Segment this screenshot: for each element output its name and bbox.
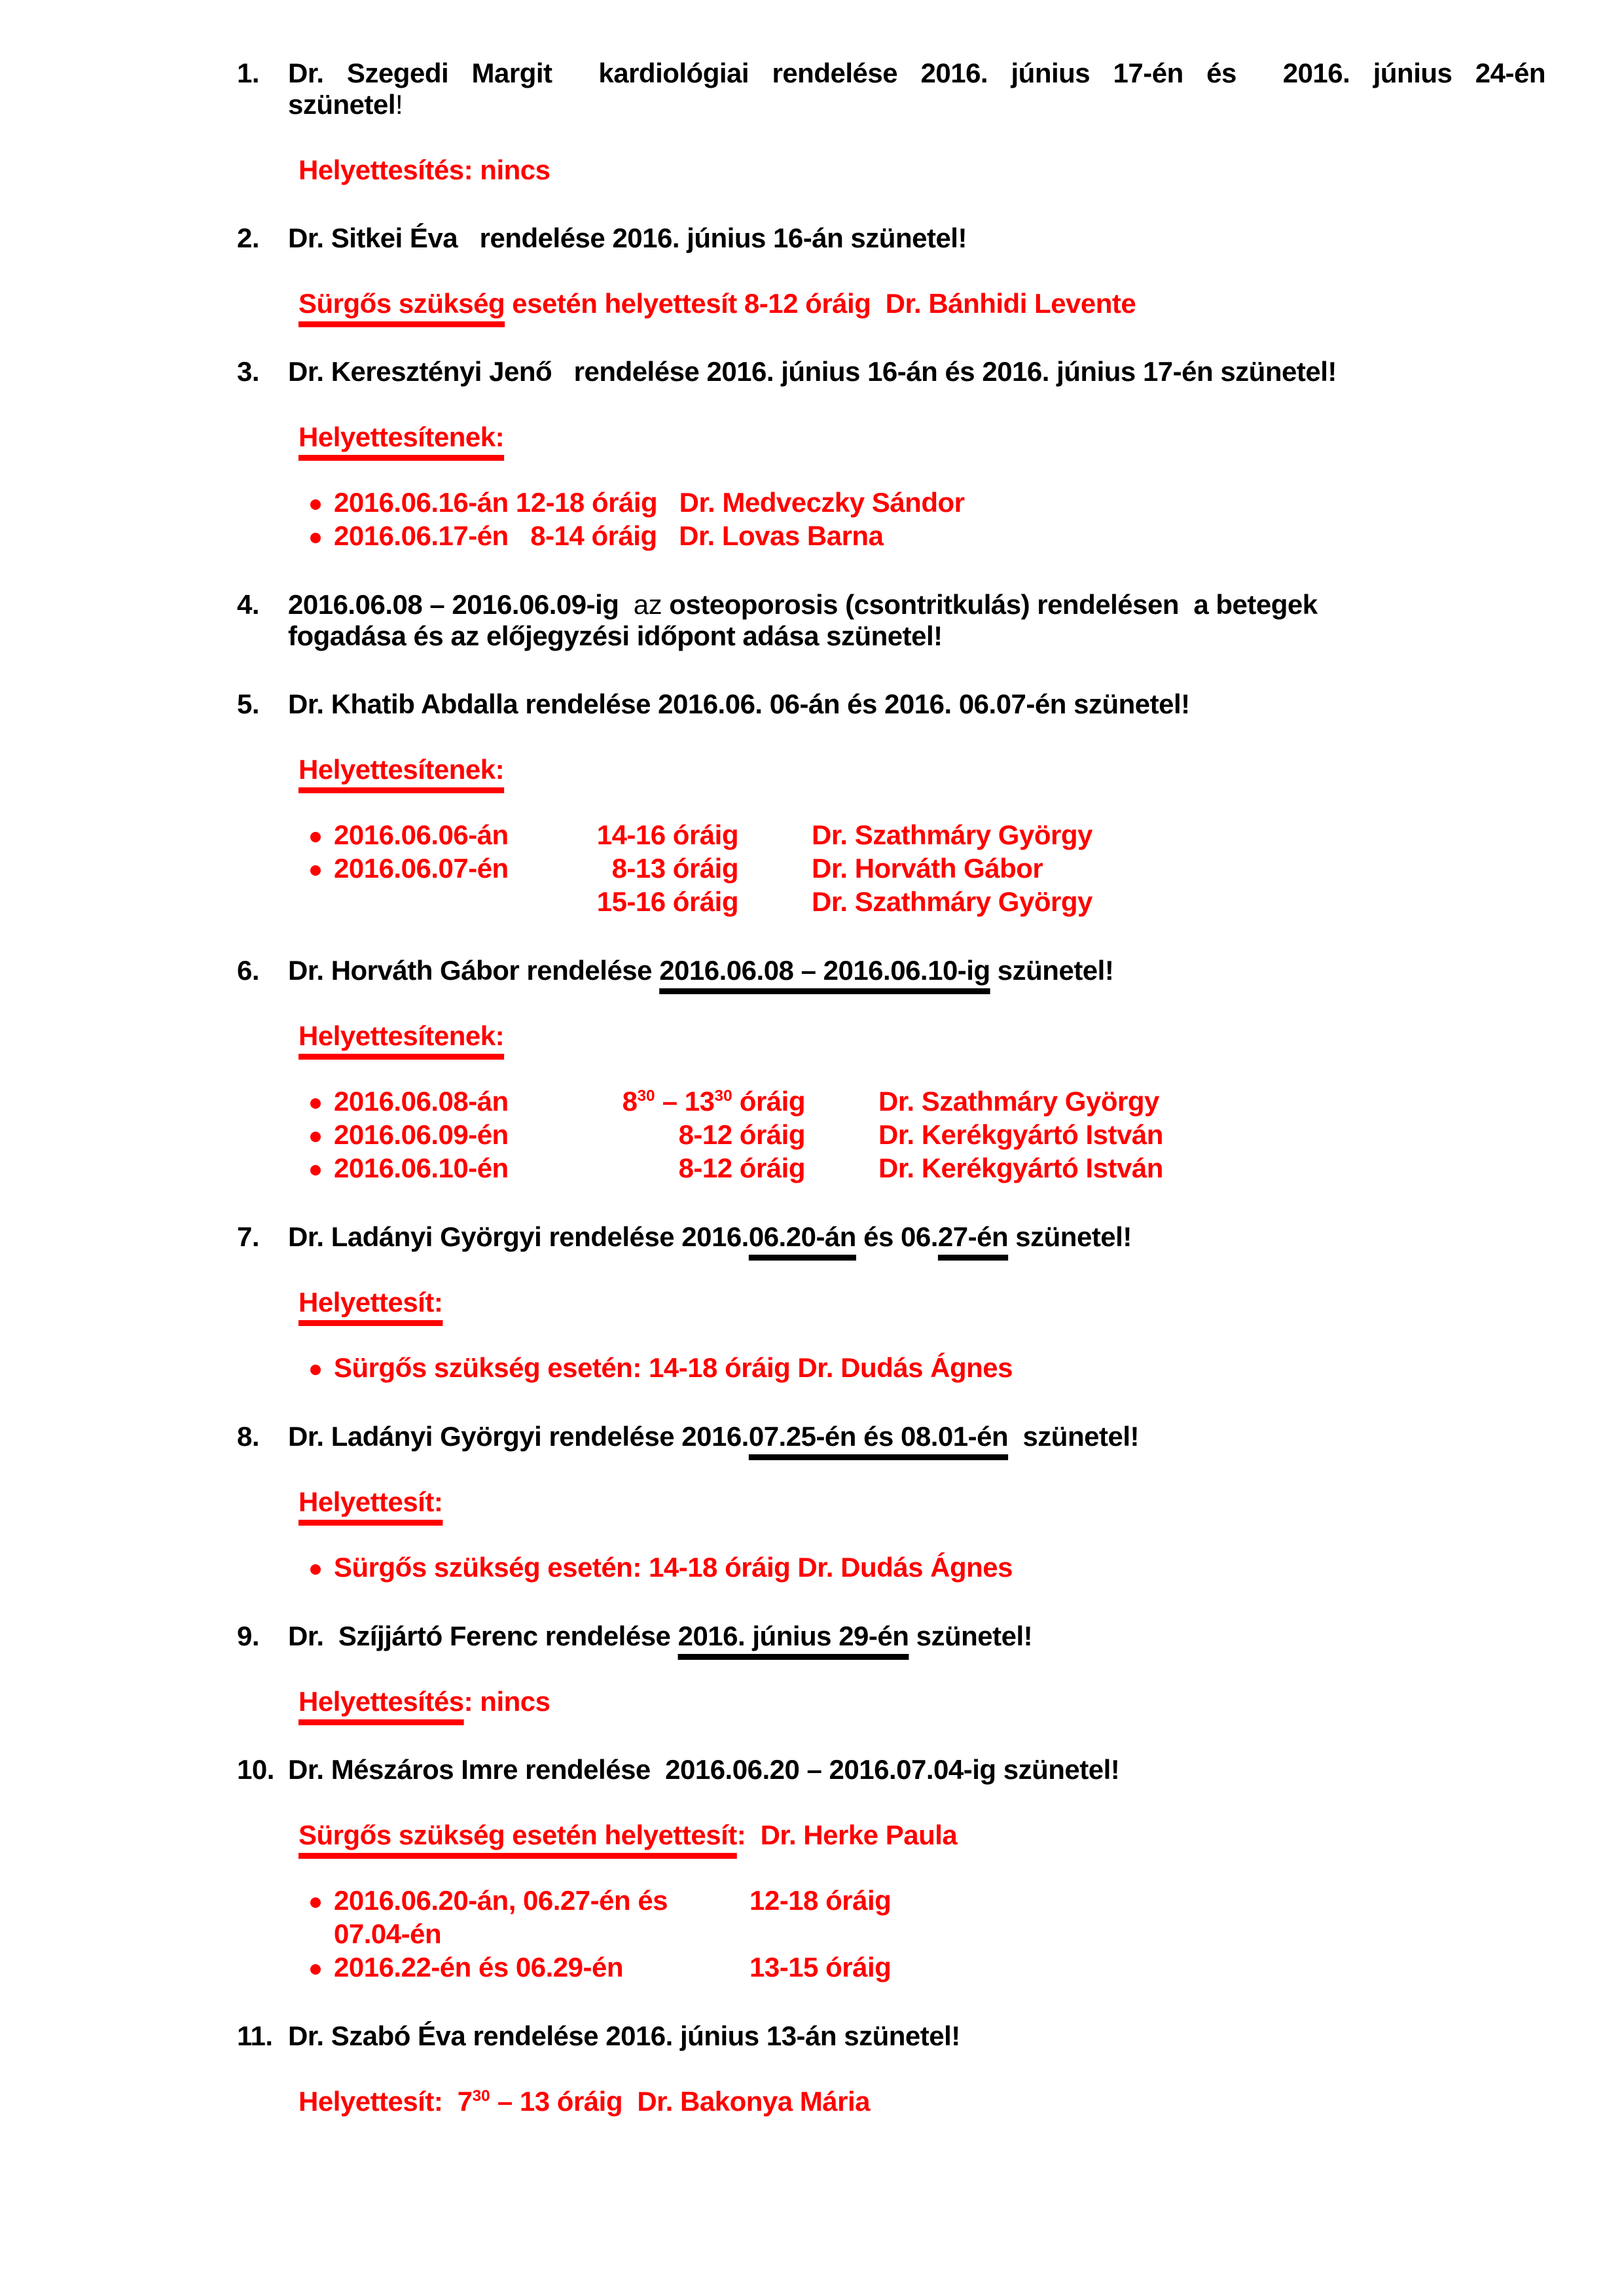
- text-run: Helyettesít: 7: [298, 2086, 473, 2117]
- substitute-label: [288, 1686, 1545, 1717]
- item-header: [288, 955, 1545, 986]
- item-body: [288, 1421, 1545, 1584]
- text-run: Dr. Ladányi Györgyi rendelése 2016.: [288, 1221, 749, 1252]
- item-header: [288, 2020, 1545, 2052]
- text-run: 13-15 óráig: [749, 1952, 892, 1982]
- text-run: 8-12 óráig: [678, 1153, 805, 1183]
- substitute-entry: [288, 1085, 1545, 1118]
- text-run: 2016.06.08 – 2016.06.10-ig: [659, 955, 990, 986]
- list-item: [237, 1621, 1545, 1717]
- text-run: szünetel: [288, 89, 396, 120]
- entry-column: [805, 1151, 1163, 1185]
- header-line: [288, 589, 1545, 620]
- substitute-label: [288, 1486, 1545, 1518]
- text-run: Dr. Szathmáry György: [878, 1086, 1159, 1117]
- entry-column: [575, 1118, 805, 1151]
- item-number: 7.: [237, 1221, 260, 1252]
- entry-column: [334, 486, 1545, 519]
- substitute-entry: [288, 818, 1545, 852]
- header-line: [288, 1421, 1545, 1452]
- substitute-label: [288, 422, 1545, 453]
- text-run: Sürgős szükség esetén helyettesít: [298, 1820, 737, 1850]
- text-run: !: [395, 89, 403, 120]
- bullet-icon: [288, 1151, 334, 1185]
- text-run: Helyettesít:: [298, 1287, 443, 1318]
- text-run: 2016.06.07-én: [334, 853, 509, 884]
- text-run: 2016.06.08-án: [334, 1086, 509, 1117]
- item-header: [288, 1421, 1545, 1452]
- entry-column: [334, 852, 575, 885]
- bullet-icon: [288, 852, 334, 885]
- bullet-icon: [288, 1351, 334, 1384]
- item-body: [288, 223, 1545, 319]
- item-body: [288, 589, 1545, 652]
- item-header: [288, 1754, 1545, 1785]
- text-run: Helyettesít:: [298, 1486, 443, 1517]
- text-run: Dr. Mészáros Imre rendelése 2016.06.20 – 2016.07.04-ig szünetel!: [288, 1754, 1120, 1785]
- text-run: Dr. Kerékgyártó István: [878, 1153, 1163, 1183]
- entry-column: [575, 885, 738, 918]
- header-line: [288, 356, 1545, 387]
- text-run: Sürgős szükség esetén: 14-18 óráig Dr. Dudás Ágnes: [334, 1552, 1013, 1583]
- entry-column: [738, 885, 1092, 918]
- text-run: 2016.22-én és 06.29-én: [334, 1952, 623, 1982]
- text-run: 27-én: [937, 1221, 1009, 1252]
- item-number: 6.: [237, 955, 260, 986]
- entry-column: [575, 1151, 805, 1185]
- entry-column: [575, 1085, 805, 1118]
- text-run: : nincs: [463, 1686, 550, 1717]
- text-run: 06.20-án: [748, 1221, 856, 1252]
- header-line: [288, 1221, 1545, 1253]
- substitute-label: [288, 754, 1545, 785]
- bullet-icon: [288, 1884, 334, 1917]
- text-run: – 13: [655, 1086, 715, 1117]
- entry-column: [575, 818, 738, 852]
- text-run: 30: [714, 1087, 732, 1105]
- entry-column: [805, 1118, 1163, 1151]
- list-item: [237, 2020, 1545, 2117]
- text-run: Dr. Sitkei Éva rendelése 2016. június 16-án szünetel!: [288, 223, 967, 253]
- bullet-icon: [288, 1551, 334, 1584]
- text-run: Sürgős szükség: [298, 288, 505, 319]
- text-run: óráig: [732, 1086, 805, 1117]
- substitute-entry: [288, 1118, 1545, 1151]
- text-run: 2016.06.08 – 2016.06.09-ig: [288, 589, 626, 620]
- text-run: 30: [637, 1087, 655, 1105]
- entry-column: [334, 1118, 575, 1151]
- header-line: [288, 2020, 1545, 2052]
- text-run: Dr. Szegedi Margit kardiológiai rendelése 2016. június 17-én és 2016. június 24-én: [288, 58, 1545, 88]
- item-header: [288, 1621, 1545, 1652]
- items-list: [237, 58, 1545, 2117]
- text-run: esetén helyettesít 8-12 óráig Dr. Bánhidi Levente: [505, 288, 1136, 319]
- substitute-entry: [288, 486, 1545, 519]
- list-item: [237, 1221, 1545, 1384]
- text-run: Dr. Ladányi Györgyi rendelése 2016.: [288, 1421, 749, 1452]
- entry-column: [805, 1085, 1159, 1118]
- item-number: 11.: [237, 2020, 273, 2051]
- entry-column: [334, 519, 1545, 552]
- item-number: 3.: [237, 356, 260, 387]
- text-run: : Dr. Herke Paula: [736, 1820, 958, 1850]
- list-item: [237, 689, 1545, 918]
- text-run: 07.25-én és 08.01-én: [748, 1421, 1009, 1452]
- list-item: [237, 58, 1545, 186]
- text-run: Dr. Keresztényi Jenő rendelése 2016. június 16-án és 2016. június 17-én szünetel!: [288, 356, 1337, 387]
- text-run: Dr. Szathmáry György: [812, 886, 1092, 917]
- entry-column: [575, 852, 738, 885]
- item-number: 5.: [237, 689, 260, 719]
- substitute-entry: [288, 1884, 1545, 1950]
- header-line: [288, 89, 1545, 120]
- entry-column: [334, 1351, 1545, 1384]
- text-run: Dr. Khatib Abdalla rendelése 2016.06. 06-án és 2016. 06.07-én szünetel!: [288, 689, 1190, 719]
- text-run: szünetel!: [990, 955, 1114, 986]
- substitute-entry: [288, 519, 1545, 552]
- item-number: 1.: [237, 58, 260, 88]
- item-body: [288, 689, 1545, 918]
- text-run: szünetel!: [909, 1621, 1033, 1651]
- text-run: 14-16 óráig: [596, 819, 738, 850]
- item-body: [288, 2020, 1545, 2117]
- entry-column: [334, 1884, 723, 1950]
- text-run: 8-12 óráig: [678, 1119, 805, 1150]
- text-run: szünetel!: [1008, 1221, 1132, 1252]
- entry-column: [334, 1085, 575, 1118]
- item-number: 4.: [237, 589, 260, 620]
- text-run: 2016.06.16-án 12-18 óráig Dr. Medveczky Sándor: [334, 487, 965, 518]
- item-number: 2.: [237, 223, 260, 253]
- substitute-label: [288, 1820, 1545, 1851]
- header-line: [288, 955, 1545, 986]
- bullet-icon: [288, 818, 334, 852]
- substitute-entry: [288, 852, 1545, 885]
- entry-column: [723, 1884, 891, 1917]
- substitute-label: [288, 154, 1545, 186]
- list-item: [237, 589, 1545, 652]
- text-run: fogadása és az előjegyzési időpont adása szünetel!: [288, 620, 943, 651]
- substitute-entry: [288, 1351, 1545, 1384]
- text-run: Dr. Szabó Éva rendelése 2016. június 13-án szünetel!: [288, 2020, 960, 2051]
- bullet-icon: [288, 486, 334, 519]
- substitute-entry: [288, 1950, 1545, 1984]
- item-body: [288, 1621, 1545, 1717]
- text-run: az: [626, 589, 670, 620]
- text-run: Dr. Szathmáry György: [812, 819, 1092, 850]
- header-line: [288, 223, 1545, 254]
- header-line: [288, 1754, 1545, 1785]
- entry-column: [738, 852, 1043, 885]
- text-run: 2016.06.20-án, 06.27-én és 07.04-én: [334, 1885, 676, 1949]
- entry-column: [334, 1950, 723, 1984]
- item-header: [288, 689, 1545, 720]
- text-run: Dr. Horváth Gábor rendelése: [288, 955, 660, 986]
- text-run: szünetel!: [1008, 1421, 1139, 1452]
- text-run: 30: [472, 2087, 490, 2105]
- text-run: Helyettesítenek:: [298, 754, 505, 785]
- entry-column: [738, 818, 1092, 852]
- substitute-entries: [288, 818, 1545, 918]
- text-run: Helyettesítés: [298, 1686, 464, 1717]
- substitute-entry: [288, 885, 1545, 918]
- header-line: [288, 58, 1545, 89]
- text-run: – 13 óráig Dr. Bakonya Mária: [490, 2086, 870, 2117]
- text-run: és 06.: [856, 1221, 938, 1252]
- text-run: 8: [622, 1086, 638, 1117]
- list-item: [237, 1421, 1545, 1584]
- substitute-entries: [288, 486, 1545, 552]
- list-item: [237, 223, 1545, 319]
- item-header: [288, 1221, 1545, 1253]
- item-header: [288, 223, 1545, 254]
- item-body: [288, 58, 1545, 186]
- list-item: [237, 356, 1545, 552]
- substitute-label: [288, 2086, 1545, 2117]
- entry-column: [334, 818, 575, 852]
- bullet-icon: [288, 1085, 334, 1118]
- header-line: [288, 1621, 1545, 1652]
- text-run: Helyettesítés: nincs: [298, 154, 550, 185]
- item-number: 10.: [237, 1754, 274, 1785]
- item-body: [288, 955, 1545, 1185]
- substitute-entry: [288, 1151, 1545, 1185]
- substitute-entries: [288, 1884, 1545, 1984]
- text-run: Helyettesítenek:: [298, 1020, 505, 1051]
- item-header: [288, 589, 1545, 652]
- text-run: Sürgős szükség esetén: 14-18 óráig Dr. Dudás Ágnes: [334, 1352, 1013, 1383]
- substitute-entries: [288, 1085, 1545, 1185]
- entry-column: [334, 1551, 1545, 1584]
- text-run: 12-18 óráig: [749, 1885, 892, 1916]
- item-body: [288, 1221, 1545, 1384]
- text-run: 2016.06.10-én: [334, 1153, 509, 1183]
- bullet-icon: [288, 1118, 334, 1151]
- substitute-entry: [288, 1551, 1545, 1584]
- header-line: [288, 689, 1545, 720]
- text-run: 15-16 óráig: [596, 886, 738, 917]
- substitute-label: [288, 1287, 1545, 1318]
- text-run: Dr. Kerékgyártó István: [878, 1119, 1163, 1150]
- substitute-label: [288, 288, 1545, 319]
- text-run: 2016.06.09-én: [334, 1119, 509, 1150]
- item-number: 8.: [237, 1421, 260, 1452]
- entry-column: [723, 1950, 891, 1984]
- substitute-entries: [288, 1351, 1545, 1384]
- text-run: Helyettesítenek:: [298, 422, 505, 452]
- substitute-entries: [288, 1551, 1545, 1584]
- list-item: [237, 1754, 1545, 1984]
- text-run: osteoporosis (csontritkulás) rendelésen a betegek: [669, 589, 1318, 620]
- text-run: Dr. Szíjjártó Ferenc rendelése: [288, 1621, 678, 1651]
- text-run: 8-13 óráig: [611, 853, 738, 884]
- text-run: Dr. Horváth Gábor: [812, 853, 1043, 884]
- entry-column: [334, 1151, 575, 1185]
- item-body: [288, 356, 1545, 552]
- text-run: 2016.06.06-án: [334, 819, 509, 850]
- substitute-label: [288, 1020, 1545, 1052]
- header-line: [288, 620, 1545, 652]
- item-number: 9.: [237, 1621, 260, 1651]
- bullet-icon: [288, 519, 334, 552]
- item-header: [288, 58, 1545, 120]
- bullet-icon: [288, 1950, 334, 1984]
- item-body: [288, 1754, 1545, 1984]
- item-header: [288, 356, 1545, 387]
- text-run: 2016.06.17-én 8-14 óráig Dr. Lovas Barna: [334, 520, 884, 551]
- list-item: [237, 955, 1545, 1185]
- text-run: 2016. június 29-én: [677, 1621, 909, 1651]
